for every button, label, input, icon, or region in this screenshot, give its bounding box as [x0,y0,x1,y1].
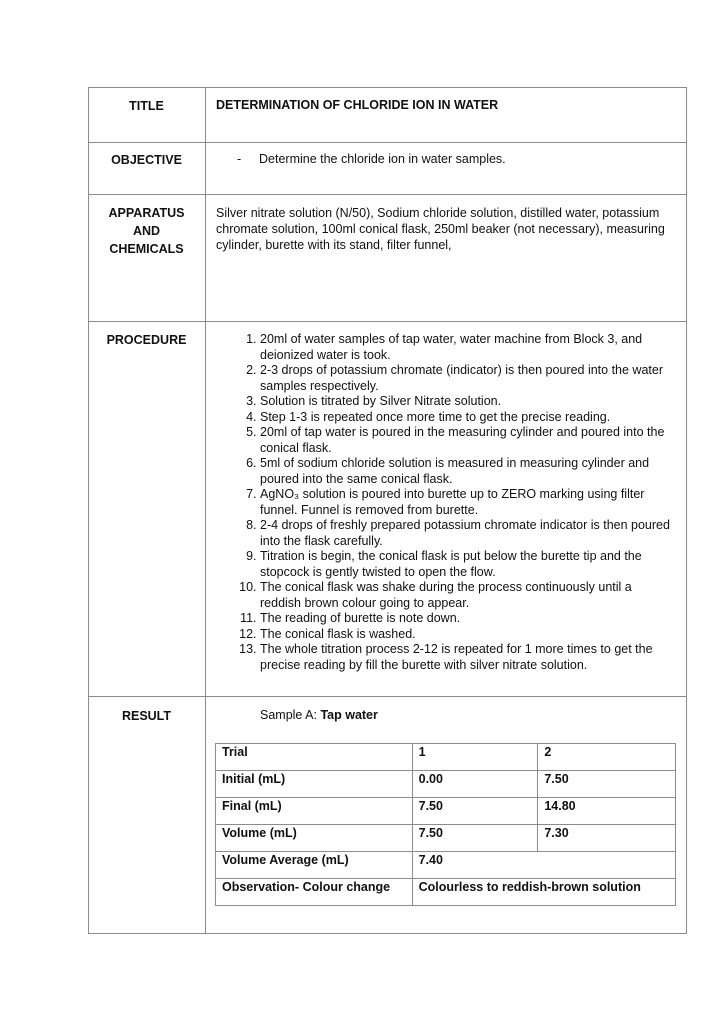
procedure-step: 5. 20ml of tap water is poured in the measuring cylinder and poured into the conical flask. [260,425,674,456]
table-cell: 1 [412,744,538,771]
row-divider [88,194,687,195]
table-row [216,852,676,879]
procedure-step: 2. 2-3 drops of potassium chromate (indicator) is then poured into the water samples respectively. [260,363,674,394]
table-row [216,744,676,771]
apparatus-label [88,204,205,258]
procedure-step: 12. The conical flask is washed. [260,627,674,643]
column-divider [205,87,206,934]
procedure-step: 4. Step 1-3 is repeated once more time to get the precise reading. [260,410,674,426]
procedure-step: 3. Solution is titrated by Silver Nitrate solution. [260,394,674,410]
table-cell: 0.00 [412,771,538,798]
table-cell: 7.30 [538,825,676,852]
objective-text: Determine the chloride ion in water samples. [259,152,506,166]
row-divider [88,321,687,322]
table-cell: 14.80 [538,798,676,825]
bullet-dash: - [237,152,242,166]
result-table [215,743,676,906]
document-title: DETERMINATION OF CHLORIDE ION IN WATER [216,98,499,112]
procedure-step: 6. 5ml of sodium chloride solution is measured in measuring cylinder and poured into the same conical flask. [260,456,674,487]
table-cell: Initial (mL) [216,771,413,798]
table-cell: 2 [538,744,676,771]
procedure-step: 1. 20ml of water samples of tap water, water machine from Block 3, and deionized water is took. [260,332,674,363]
table-cell: Volume Average (mL) [216,852,413,879]
row-divider [88,142,687,143]
result-label: RESULT [121,709,172,723]
apparatus-label-line: AND [132,224,161,238]
procedure-label: PROCEDURE [106,333,187,347]
procedure-step: 11. The reading of burette is note down. [260,611,674,627]
procedure-step: 7. AgNO₃ solution is poured into burette up to ZERO marking using filter funnel. Funnel is removed from burette. [260,487,674,518]
table-cell: Volume (mL) [216,825,413,852]
table-cell: 7.50 [412,825,538,852]
apparatus-text: Silver nitrate solution (N/50), Sodium chloride solution, distilled water, potassium chromate solution, 100ml conical flask, 250ml beaker (not necessary), measuring cylinder, burette with its stand, filter funnel, [216,206,665,252]
procedure-step: 10. The conical flask was shake during the process continuously until a reddish brown colour going to appear. [260,580,674,611]
table-cell: 7.50 [538,771,676,798]
table-cell: Final (mL) [216,798,413,825]
procedure-step: 13. The whole titration process 2-12 is repeated for 1 more times to get the precise reading by fill the burette with silver nitrate solution. [260,642,674,673]
objective-label: OBJECTIVE [111,153,182,167]
apparatus-label-line: CHEMICALS [109,242,184,256]
sample-name: Tap water [320,708,378,722]
apparatus-label-line: APPARATUS [108,206,185,220]
procedure-steps [216,332,674,673]
objective-item [237,152,506,166]
sample-heading [260,708,378,722]
title-label: TITLE [129,99,164,113]
sample-prefix: Sample A: [260,708,321,722]
table-row [216,798,676,825]
table-row [216,879,676,906]
procedure-step: 8. 2-4 drops of freshly prepared potassium chromate indicator is then poured into the flask carefully. [260,518,674,549]
table-cell: 7.50 [412,798,538,825]
table-row [216,771,676,798]
row-divider [88,696,687,697]
table-cell: 7.40 [412,852,675,879]
table-cell: Trial [216,744,413,771]
table-cell: Observation- Colour change [216,879,413,906]
table-cell: Colourless to reddish-brown solution [412,879,675,906]
table-row [216,825,676,852]
procedure-step: 9. Titration is begin, the conical flask is put below the burette tip and the stopcock is gently twisted to open the flow. [260,549,674,580]
